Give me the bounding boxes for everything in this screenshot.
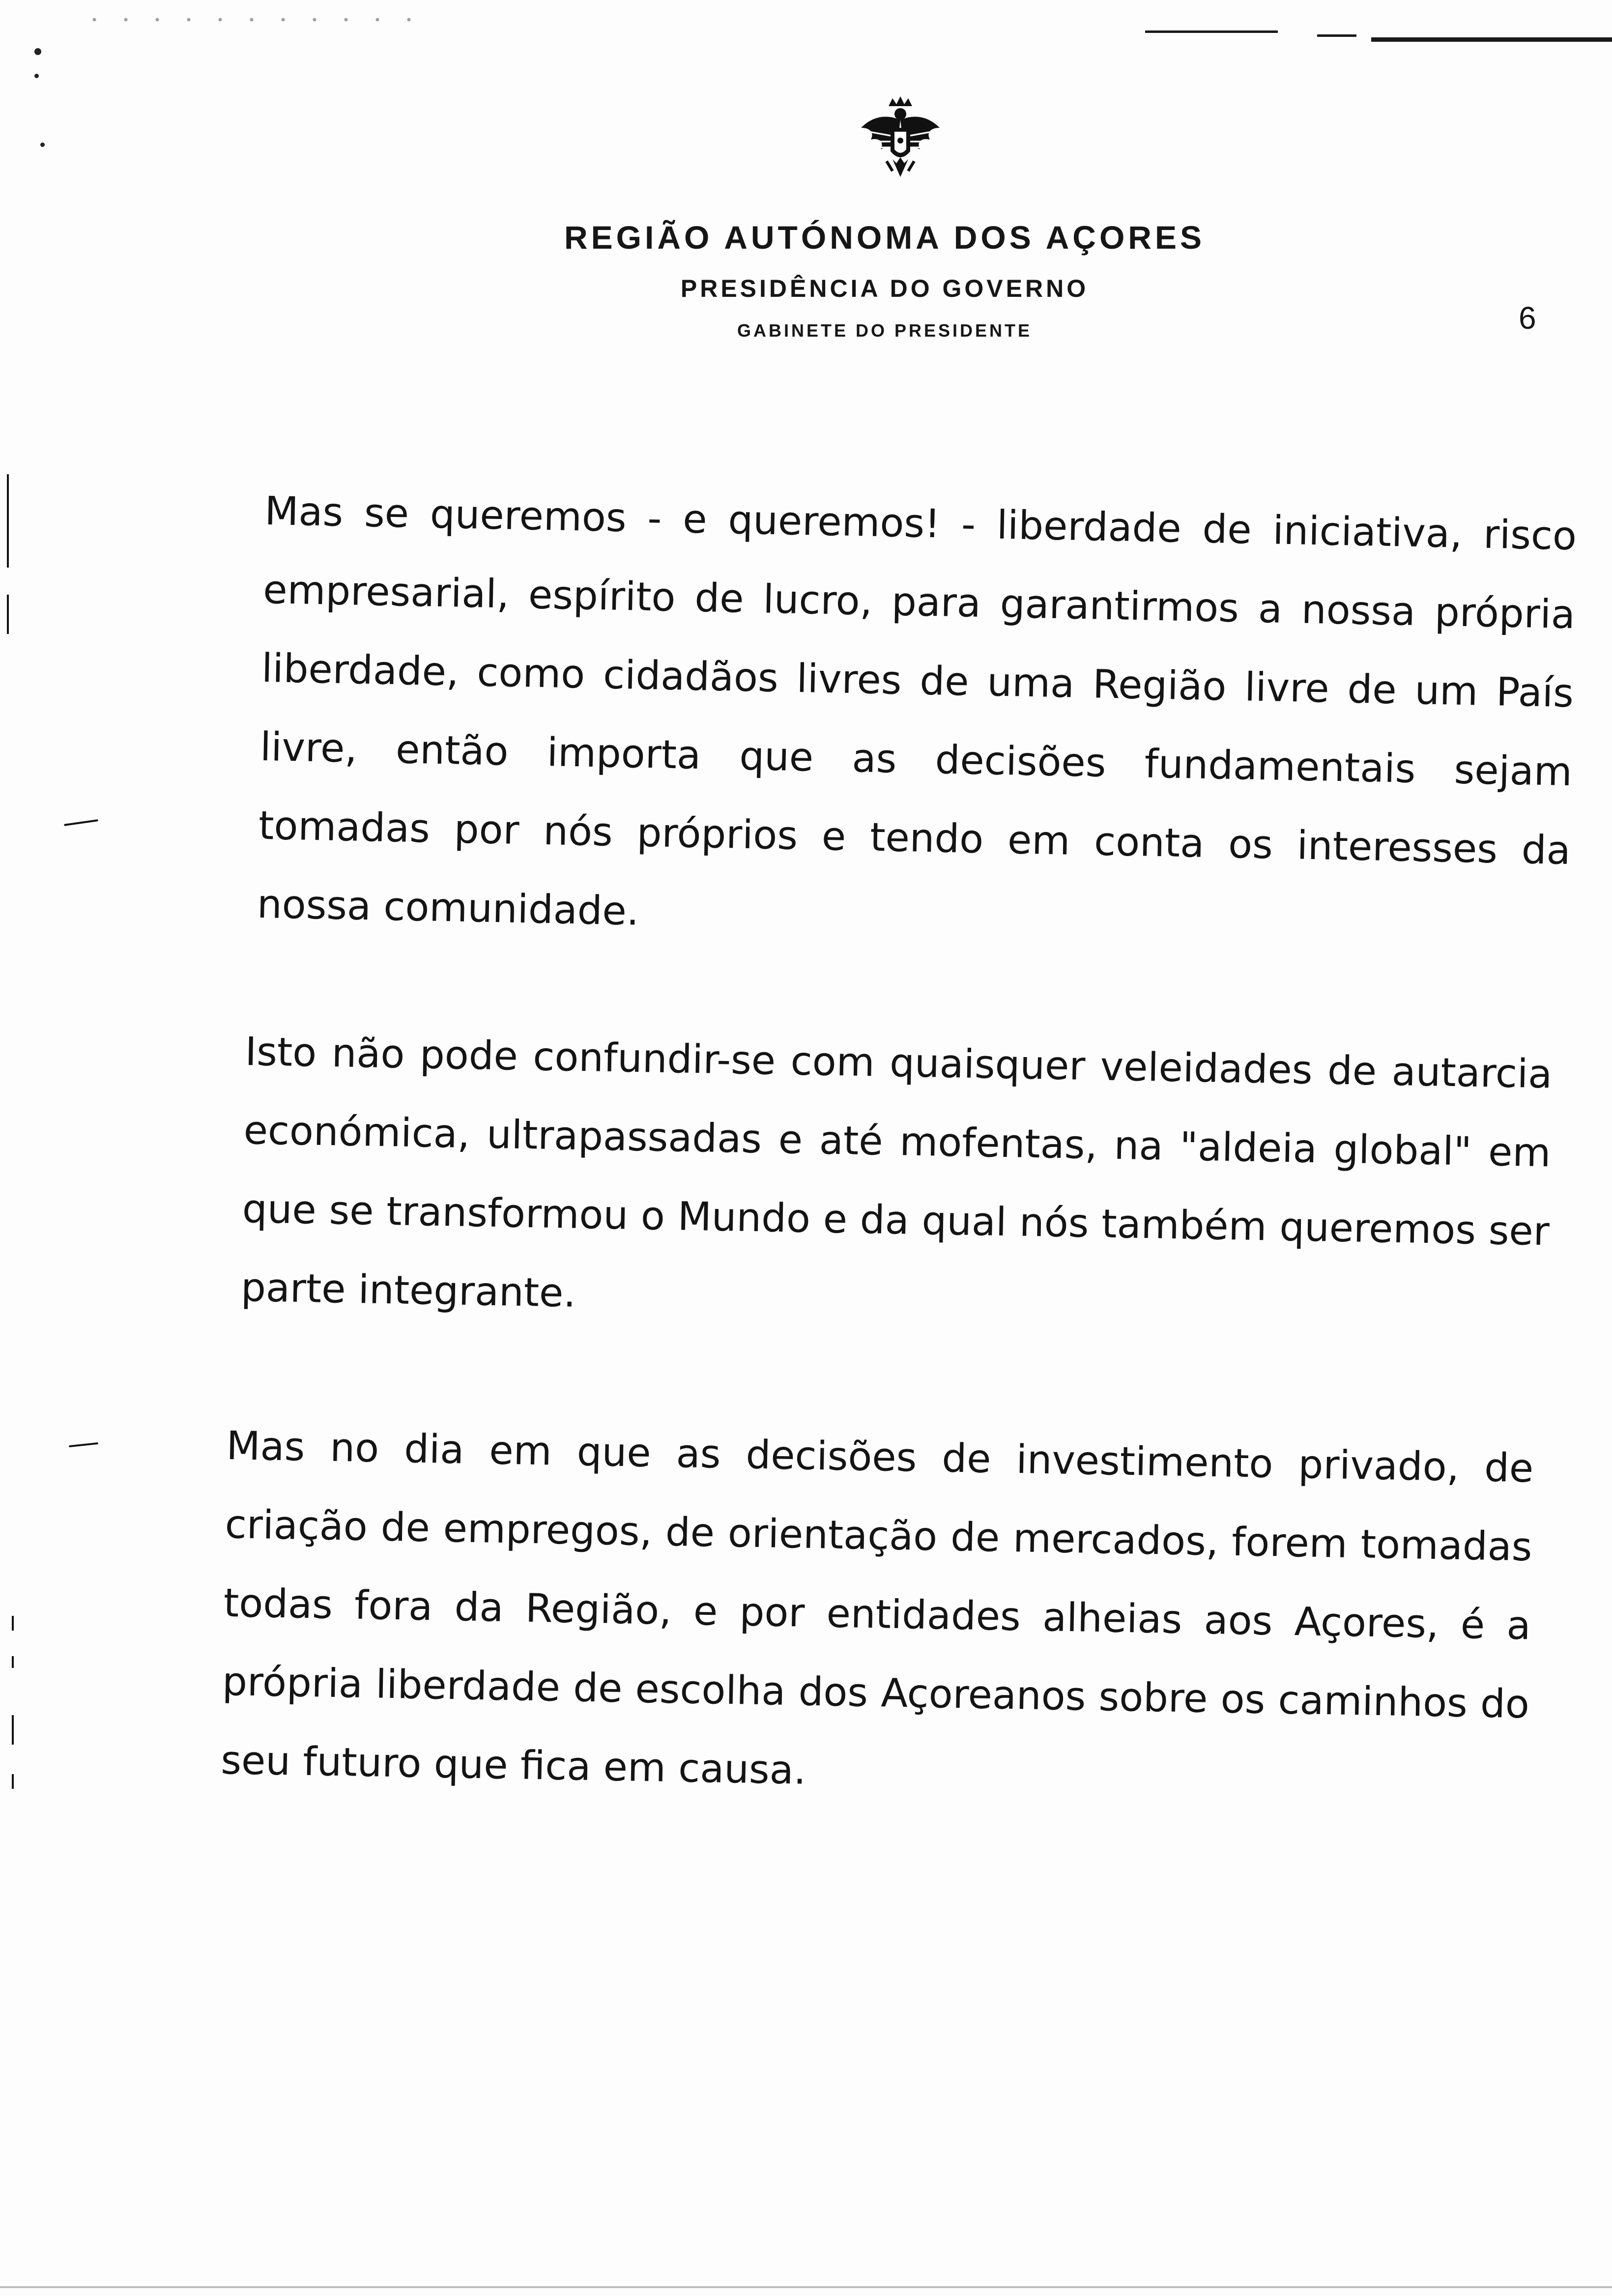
body-paragraph: Mas no dia em que as decisões de investimento privado, de criação de empregos, de orientação de mercados, forem tomadas todas fora da Região, e por entidades alheias aos Açores, é a própria liberdade de escolha dos Açoreanos sobre os caminhos do seu futuro que fica em causa. [220,1422,1534,1793]
margin-bar [12,1715,14,1745]
scan-rule [1371,37,1612,42]
letterhead-office: GABINETE DO PRESIDENTE [737,320,1033,341]
page-number: 6 [1519,300,1536,336]
scan-noise [79,15,423,25]
margin-bar [12,1656,14,1668]
scan-speck [34,48,41,55]
scan-rule [1145,30,1278,33]
margin-curl [64,819,98,826]
scan-bottom-edge [0,2286,1612,2288]
margin-curl [69,1442,98,1447]
margin-bar [7,474,9,568]
body-paragraph: Isto não pode confundir-se com quaisquer veleidades de autarcia económica, ultrapassadas e até mofentas, na "aldeia global" em que se transformou o Mundo e da qual nós também queremos ser parte integrante. [240,1028,1553,1316]
margin-bar [12,1774,14,1789]
letterhead-presidency: PRESIDÊNCIA DO GOVERNO [680,275,1089,302]
scan-speck [40,143,45,147]
margin-bar [7,595,9,634]
letterhead-region-name: REGIÃO AUTÓNOMA DOS AÇORES [564,219,1206,256]
body-paragraph: Mas se queremos - e queremos! - liberdade de iniciativa, risco empresarial, espírito de lucro, para garantirmos a nossa própria liberdade, como cidadãos livres de uma Região livre de um País livre, então importa que as decisões fundamentais sejam tomadas por nós próprios e tendo em conta os interesses da nossa comunidade. [257,488,1577,934]
margin-bar [12,1616,14,1631]
scan-rule [1317,34,1356,37]
azores-coat-of-arms-eagle-icon [851,92,950,191]
scan-speck [34,74,39,78]
